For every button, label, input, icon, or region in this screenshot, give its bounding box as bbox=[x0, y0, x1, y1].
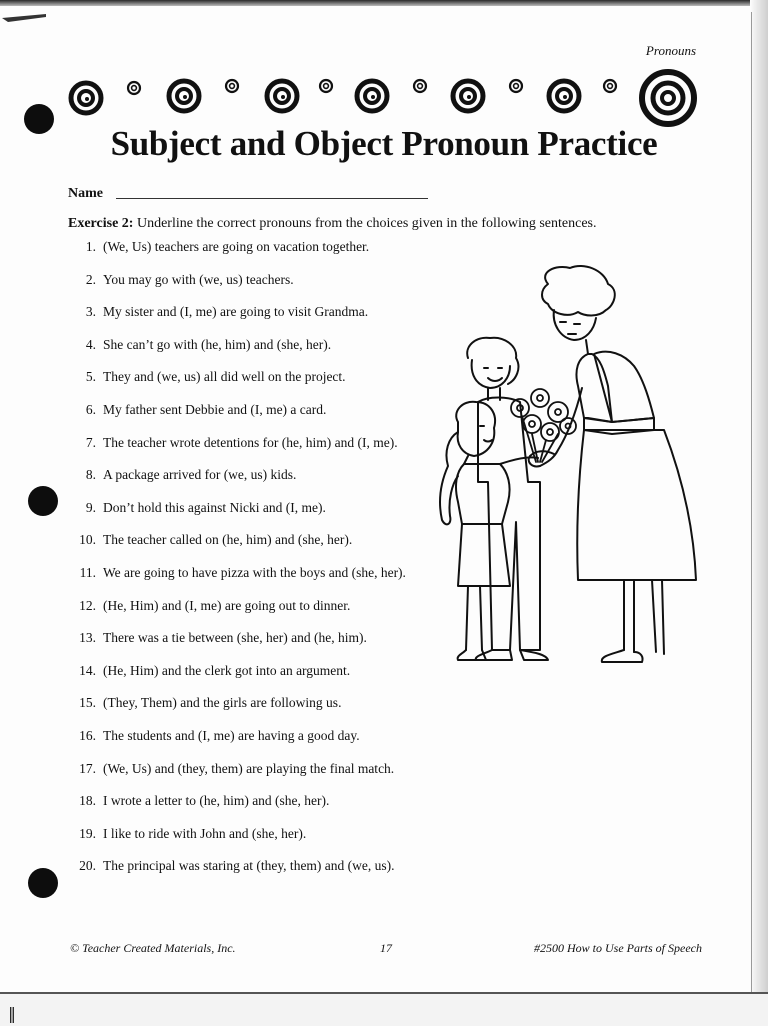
sentence-text[interactable]: I wrote a letter to (he, him) and (she, her). bbox=[103, 793, 330, 809]
sentence-text[interactable]: They and (we, us) all did well on the project. bbox=[103, 369, 346, 385]
scan-artifact-icon: ‖ bbox=[8, 1004, 16, 1023]
sentence-number: 15. bbox=[79, 695, 96, 711]
footer-book-title: #2500 How to Use Parts of Speech bbox=[534, 941, 702, 955]
sentence-text[interactable]: The principal was staring at (they, them) and (we, us). bbox=[103, 858, 395, 874]
page-title: Subject and Object Pronoun Practice bbox=[110, 124, 658, 163]
sentence-number: 16. bbox=[79, 727, 96, 743]
sentence-number: 1. bbox=[85, 239, 96, 254]
binder-hole-bottom bbox=[28, 868, 58, 898]
sentence-text[interactable]: A package arrived for (we, us) kids. bbox=[103, 467, 297, 483]
exercise-label: Exercise 2: bbox=[68, 216, 134, 231]
sentence-number: 5. bbox=[85, 369, 96, 385]
sentence-text[interactable]: (He, Him) and the clerk got into an argument. bbox=[103, 662, 351, 678]
sentence-number: 11. bbox=[79, 564, 96, 580]
sentence-number: 6. bbox=[85, 401, 96, 417]
sentence-item bbox=[70, 500, 490, 533]
sentence-text[interactable]: (We, Us) teachers are going on vacation together. bbox=[103, 239, 370, 254]
sentence-item bbox=[70, 630, 490, 663]
sentence-item bbox=[70, 304, 490, 337]
corner-mark bbox=[2, 14, 48, 24]
spiral-border-decoration bbox=[62, 66, 712, 130]
sentence-number: 2. bbox=[85, 271, 96, 287]
running-head: Pronouns bbox=[645, 43, 696, 58]
exercise-text: Underline the correct pronouns from the choices given in the following sentences. bbox=[136, 216, 597, 231]
sentence-item bbox=[70, 337, 490, 370]
name-label: Name bbox=[68, 186, 103, 201]
sentence-text[interactable]: You may go with (we, us) teachers. bbox=[103, 271, 294, 287]
sentence-text[interactable]: (We, Us) and (they, them) are playing the final match. bbox=[103, 760, 395, 776]
sentence-item bbox=[70, 467, 490, 500]
sentence-number: 18. bbox=[79, 793, 96, 809]
sentence-text[interactable]: Don’t hold this against Nicki and (I, me). bbox=[103, 499, 326, 515]
sentence-text[interactable]: (He, Him) and (I, me) are going out to dinner. bbox=[103, 597, 351, 613]
exercise-instructions bbox=[68, 216, 596, 232]
sentence-number: 4. bbox=[85, 336, 96, 352]
sentence-number: 19. bbox=[79, 825, 96, 841]
sentence-number: 3. bbox=[85, 304, 96, 320]
sentence-item bbox=[70, 272, 490, 305]
sentence-item bbox=[70, 858, 490, 891]
sentence-text[interactable]: The students and (I, me) are having a good day. bbox=[103, 727, 360, 743]
sentence-text[interactable]: My sister and (I, me) are going to visit Grandma. bbox=[103, 304, 369, 320]
footer-page-number: 17 bbox=[380, 941, 392, 955]
footer-publisher: © Teacher Created Materials, Inc. bbox=[70, 941, 236, 955]
sentence-text[interactable]: My father sent Debbie and (I, me) a card. bbox=[103, 401, 327, 417]
sentence-number: 13. bbox=[79, 630, 96, 646]
scan-top-edge bbox=[0, 0, 768, 6]
binder-hole-middle bbox=[28, 486, 58, 516]
sentence-number: 20. bbox=[79, 858, 96, 874]
sentence-number: 9. bbox=[85, 499, 96, 515]
sentence-text[interactable]: The teacher wrote detentions for (he, him) and (I, me). bbox=[103, 434, 398, 450]
name-input-line[interactable] bbox=[116, 198, 428, 199]
sentence-text[interactable]: She can’t go with (he, him) and (she, her). bbox=[103, 336, 332, 352]
sentence-text[interactable]: We are going to have pizza with the boys and (she, her). bbox=[103, 564, 406, 580]
sentence-item bbox=[70, 826, 490, 859]
sentence-item bbox=[70, 369, 490, 402]
sentence-number: 17. bbox=[79, 760, 96, 776]
sentence-item bbox=[70, 793, 490, 826]
sentence-item bbox=[70, 598, 490, 631]
sentence-item bbox=[70, 663, 490, 696]
sentence-list bbox=[70, 239, 490, 891]
sentence-text[interactable]: There was a tie between (she, her) and (he, him). bbox=[103, 630, 367, 646]
sentence-text[interactable]: I like to ride with John and (she, her). bbox=[103, 825, 307, 841]
children-giving-flowers-illustration bbox=[428, 262, 706, 674]
sentence-number: 8. bbox=[85, 467, 96, 483]
sentence-text[interactable]: (They, Them) and the girls are following us. bbox=[103, 695, 342, 711]
sentence-item bbox=[70, 761, 490, 794]
sentence-item bbox=[70, 728, 490, 761]
sentence-item bbox=[70, 239, 490, 272]
sentence-number: 7. bbox=[85, 434, 96, 450]
sentence-number: 10. bbox=[79, 532, 96, 548]
sentence-item bbox=[70, 402, 490, 435]
sentence-item bbox=[70, 565, 490, 598]
sentence-item bbox=[70, 435, 490, 468]
scan-bottom-edge bbox=[0, 992, 768, 1026]
sentence-item bbox=[70, 695, 490, 728]
sentence-item bbox=[70, 532, 490, 565]
sentence-number: 12. bbox=[79, 597, 96, 613]
sentence-text[interactable]: The teacher called on (he, him) and (she, her). bbox=[103, 532, 353, 548]
sentence-number: 14. bbox=[79, 662, 96, 678]
